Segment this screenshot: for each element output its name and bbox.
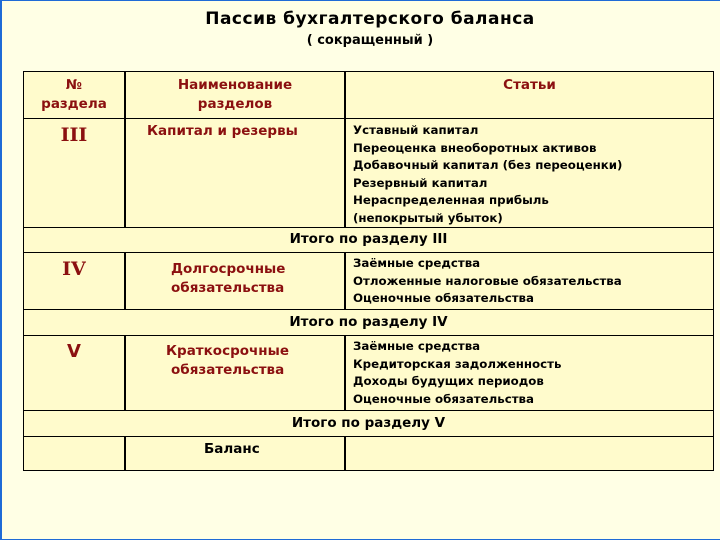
section-4-item: Оценочные обязательства — [353, 291, 534, 306]
section-3-item: Добавочный капитал (без переоценки) — [353, 158, 623, 173]
page-title: Пассив бухгалтерского баланса — [205, 9, 535, 29]
section-5-item: Оценочные обязательства — [353, 391, 534, 406]
section-4-num: IV — [62, 258, 86, 280]
section-5-item: Заёмные средства — [353, 339, 481, 353]
section-5-name-line2: обязательства — [171, 362, 285, 378]
section-4-name-line1: Долгосрочные — [171, 261, 286, 277]
section-3-name-line1: Капитал и резервы — [147, 123, 298, 139]
section-3-items-cell — [346, 119, 713, 227]
header-name-label-line2: разделов — [197, 96, 273, 112]
section-5-num: V — [67, 341, 81, 362]
balance-label: Баланс — [204, 441, 260, 457]
section-3-item: Уставный капитал — [353, 123, 479, 137]
section-4-item: Заёмные средства — [353, 256, 481, 270]
section-4-num-cell — [24, 253, 124, 309]
section-3-item: Резервный капитал — [353, 175, 488, 190]
section-3-item: Переоценка внеоборотных активов — [353, 140, 597, 155]
section-3-item: Нераспределенная прибыль — [353, 193, 549, 208]
section-4-name-line2: обязательства — [171, 280, 285, 296]
page-subtitle: ( сокращенный ) — [306, 33, 434, 48]
header-num-label-line2: раздела — [41, 96, 107, 112]
header-num-cell — [24, 72, 124, 118]
section-3-item: (непокрытый убыток) — [353, 210, 503, 225]
section-5-item: Кредиторская задолженность — [353, 356, 562, 371]
section-4-total-label: Итого по разделу IV — [289, 314, 448, 330]
section-4-items-cell — [346, 253, 713, 309]
balance-num-cell — [24, 437, 124, 470]
section-3-num-cell — [24, 119, 124, 227]
section-3-num: III — [60, 124, 88, 146]
header-name-label-line1: Наименование — [177, 77, 293, 93]
header-name-cell — [126, 72, 344, 118]
slide-left-border — [0, 0, 2, 540]
header-num-label-line1: № — [65, 77, 83, 93]
section-4-name-cell — [126, 253, 344, 309]
section-4-item: Отложенные налоговые обязательства — [353, 273, 622, 288]
section-4-total-row — [24, 310, 713, 335]
section-5-items-cell — [346, 336, 713, 410]
section-3-name-cell — [126, 119, 344, 227]
header-items-cell — [346, 72, 713, 118]
balance-name-cell — [126, 437, 344, 470]
section-5-name-line1: Краткосрочные — [166, 343, 289, 359]
section-3-total-row — [24, 228, 713, 252]
section-3-total-label: Итого по разделу III — [289, 231, 448, 247]
section-5-total-row — [24, 411, 713, 436]
slide-top-border — [0, 0, 720, 1]
section-5-total-label: Итого по разделу V — [291, 415, 446, 431]
section-5-name-cell — [126, 336, 344, 410]
section-5-num-cell — [24, 336, 124, 410]
balance-table — [24, 72, 713, 470]
header-items-label: Статьи — [503, 77, 556, 93]
balance-items-cell — [346, 437, 713, 470]
section-5-item: Доходы будущих периодов — [353, 374, 544, 389]
